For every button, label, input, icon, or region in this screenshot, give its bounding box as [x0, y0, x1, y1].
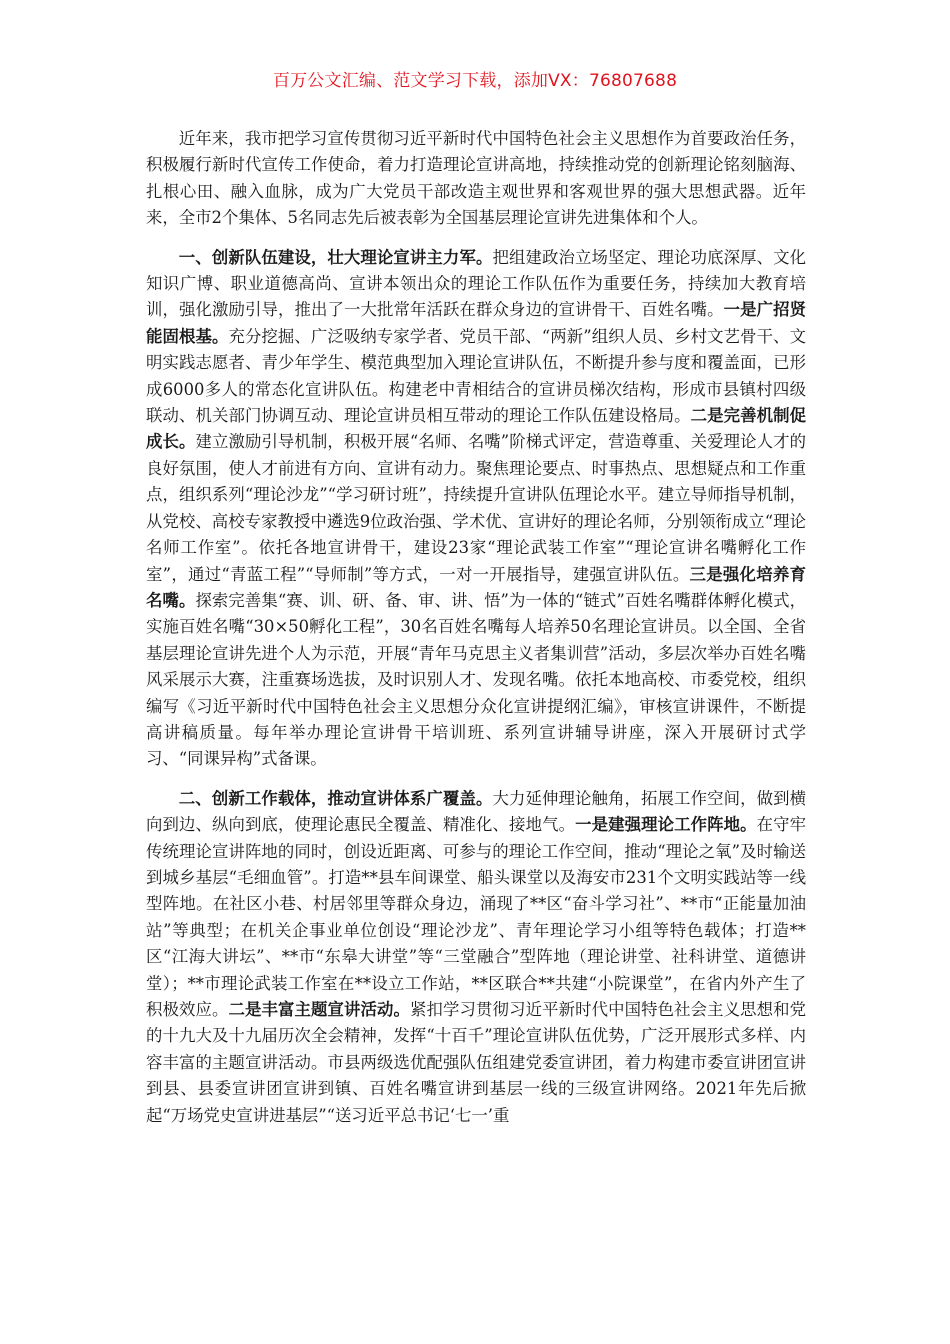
paragraph-text: 探索完善集“赛、训、研、备、审、讲、悟”为一体的“链式”百姓名嘴群体孵化模式，实施百姓名嘴“30×50孵化工程”，30名百姓名嘴每人培养50名理论宣讲员。以全国、全省基层理论宣讲先进个人为示范，开展“青年马克思主义者集训营”活动，多层次举办百姓名嘴风采展示大赛，注重赛场选拔，及时识别人才、发现名嘴。依托本地高校、市委党校，组织编写《习近平新时代中国特色社会主义思想分众化宣讲提纲汇编》，审核宣讲课件，不断提高讲稿质量。每年举办理论宣讲骨干培训班、系列宣讲辅导讲座，深入开展研讨式学习、“同课异构”式备课。 [146, 590, 807, 769]
section-two-paragraph [146, 786, 806, 1129]
paragraph-text: 建立激励引导机制，积极开展“名师、名嘴”阶梯式评定，营造尊重、关爱理论人才的良好氛围，使人才前进有方向、宣讲有动力。聚焦理论要点、时事热点、思想疑点和工作重点，组织系列“理论沙龙”“学习研讨班”，持续提升宣讲队伍理论水平。建立导师指导机制，从党校、高校专家教授中遴选9位政治强、学术优、宣讲好的理论名师，分别领衔成立“理论名师工作室”。依托各地宣讲骨干，建设23家“理论武装工作室”“理论宣讲名嘴孵化工作室”，通过“青蓝工程”“导师制”等方式，一对一开展指导，建强宣讲队伍。 [146, 432, 807, 584]
paragraph-text: 充分挖掘、广泛吸纳专家学者、党员干部、“两新”组织人员、乡村文艺骨干、文明实践志愿者、青少年学生、模范典型加入理论宣讲队伍，不断提升参与度和覆盖面，已形成6000多人的常态化宣讲队伍。构建老中青相结合的宣讲员梯次结构，形成市县镇村四级联动、机关部门协调互动、理论宣讲员相互带动的理论工作队伍建设格局。 [146, 326, 806, 426]
document-body [146, 126, 806, 1129]
subsection-heading: 三是强化培养育名嘴。 [146, 564, 806, 610]
subsection-heading: 一是广招贤能固根基。 [146, 300, 807, 346]
section-heading: 一、创新队伍建设，壮大理论宣讲主力军。 [178, 247, 493, 267]
paragraph-text: 把组建政治立场坚定、理论功底深厚、文化知识广博、职业道德高尚、宣讲本领出众的理论工作队伍作为重要任务，持续加大教育培训，强化激励引导，推出了一大批常年活跃在群众身边的宣讲骨干、百姓名嘴。 [146, 247, 807, 320]
paragraph-text: 在守牢传统理论宣讲阵地的同时，创设近距离、可参与的理论工作空间，推动“理论之氧”及时输送到城乡基层“毛细血管”。打造**县车间课堂、船头课堂以及海安市231个文明实践站等一线型阵地。在社区小巷、村居邻里等群众身边，涌现了**区“奋斗学习社”、**市“正能量加油站”等典型；在机关企事业单位创设“理论沙龙”、青年理论学习小组等特色载体；打造**区“江海大讲坛”、**市“东皋大讲堂”等“三堂融合”型阵地（理论讲堂、社科讲堂、道德讲堂）；**市理论武装工作室在**设立工作站，**区联合**共建“小院课堂”，在省内外产生了积极效应。 [146, 815, 807, 1019]
subsection-heading: 二是完善机制促成长。 [146, 406, 807, 452]
section-heading: 二、创新工作载体，推动宣讲体系广覆盖。 [178, 788, 493, 808]
section-one-paragraph [146, 245, 806, 773]
intro-paragraph [146, 126, 806, 232]
subsection-heading: 二是丰富主题宣讲活动。 [228, 1000, 411, 1019]
paragraph-text: 近年来，我市把学习宣传贯彻习近平新时代中国特色社会主义思想作为首要政治任务，积极履行新时代宣传工作使命，着力打造理论宣讲高地，持续推动党的创新理论铭刻脑海、扎根心田、融入血脉，成为广大党员干部改造主观世界和客观世界的强大思想武器。近年来，全市2个集体、5名同志先后被表彰为全国基层理论宣讲先进集体和个人。 [146, 129, 806, 228]
paragraph-text: 紧扣学习贯彻习近平新时代中国特色社会主义思想和党的十九大及十九届历次全会精神，发挥“十百千”理论宣讲队伍优势，广泛开展形式多样、内容丰富的主题宣讲活动。市县两级选优配强队伍组建党委宣讲团，着力构建市委宣讲团宣讲到县、县委宣讲团宣讲到镇、百姓名嘴宣讲到基层一线的三级宣讲网络。2021年先后掀起“万场党史宣讲进基层”“送习近平总书记‘七一’重 [146, 1000, 807, 1125]
paragraph-text: 大力延伸理论触角，拓展工作空间，做到横向到边、纵向到底，使理论惠民全覆盖、精准化、接地气。 [146, 788, 807, 835]
subsection-heading: 一是建强理论工作阵地。 [575, 815, 757, 835]
watermark-header: 百万公文汇编、范文学习下载，添加VX：76807688 [272, 71, 678, 91]
